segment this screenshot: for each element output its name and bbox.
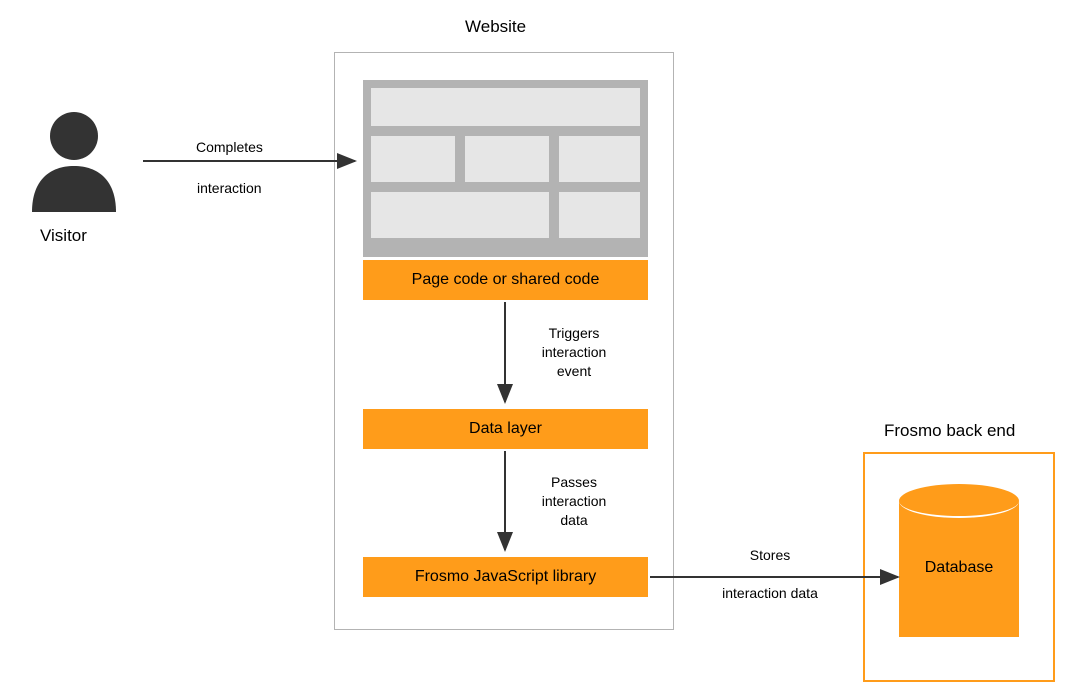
wireframe-block [559,136,640,182]
arrow-label-line: event [556,363,592,379]
database-top [899,484,1019,518]
backend-title: Frosmo back end [884,421,1016,440]
node-data-layer: Data layer [363,409,648,449]
visitor-label: Visitor [40,226,87,245]
arrow-label-completes: Completes [196,139,263,155]
page-wireframe-mock [363,80,648,257]
wireframe-header-block [371,88,640,126]
database-label: Database [924,559,994,576]
node-page-code: Page code or shared code [363,260,648,300]
website-title: Website [465,17,527,36]
wireframe-block [559,192,640,238]
arrow-label-interaction: interaction [197,180,262,196]
wireframe-block [465,136,549,182]
wireframe-block [371,192,549,238]
arrow-label-line: data [560,512,588,528]
arrow-label-stores-interaction-data [700,546,840,603]
arrow-label-line: Passes [551,474,597,490]
arrow-label-triggers-interaction-event [519,324,629,381]
database-bottom [899,602,1019,637]
visitor-icon [30,112,118,212]
arrow-label-line: interaction [541,344,607,360]
arrow-label-passes-interaction-data [519,473,629,530]
wireframe-block [371,136,455,182]
arrow-label-line: interaction [541,493,607,509]
arrow-label-line: interaction data [722,585,818,601]
node-frosmo-js-library: Frosmo JavaScript library [363,557,648,597]
arrow-label-line: Stores [749,547,791,563]
arrow-label-line: Triggers [548,325,600,341]
database-cylinder [899,484,1019,654]
